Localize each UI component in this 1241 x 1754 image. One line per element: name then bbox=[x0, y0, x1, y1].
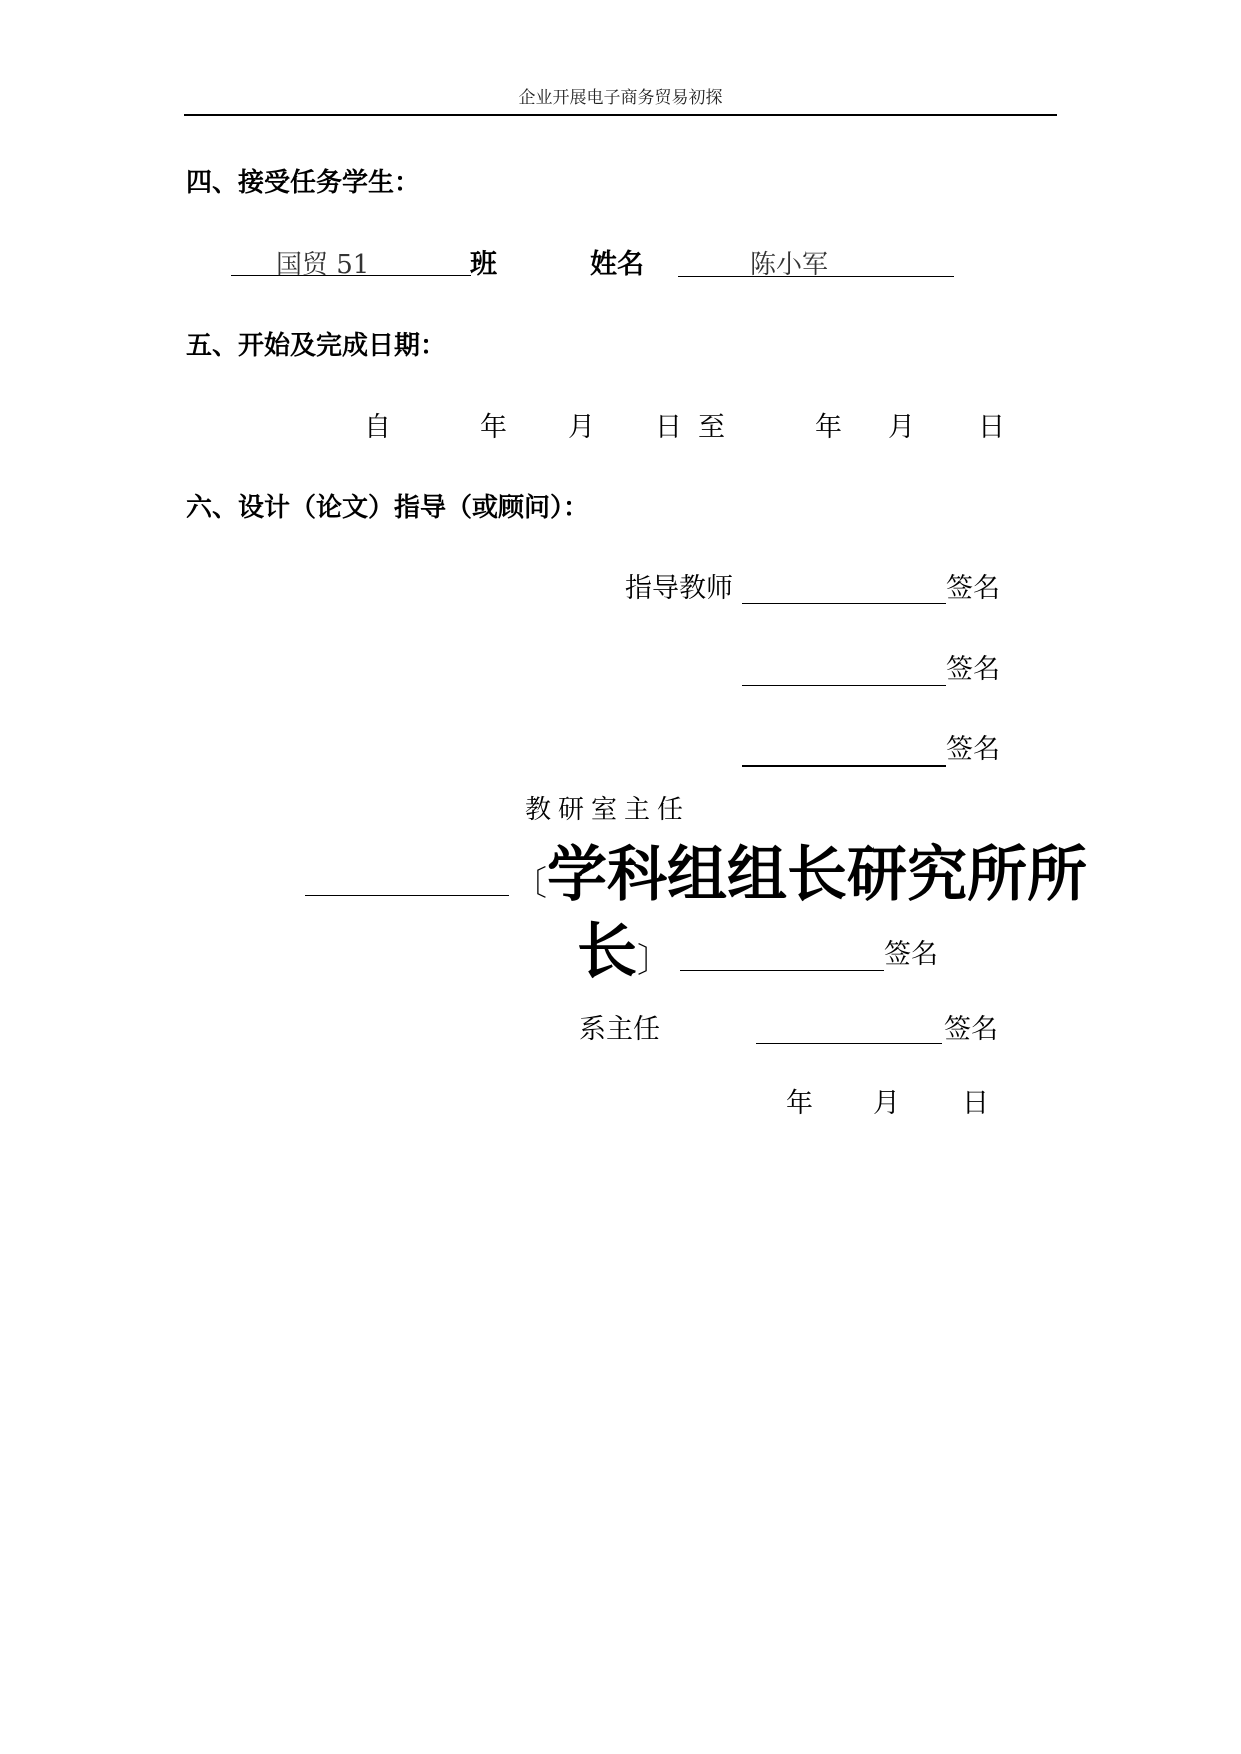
director-title-text-2: 长 bbox=[577, 917, 637, 987]
date-end-month-label: 月 bbox=[888, 412, 915, 443]
footer-year-label: 年 bbox=[786, 1088, 813, 1119]
third-signature-line bbox=[742, 765, 946, 767]
director-title-text-1: 学科组组长研究所所 bbox=[547, 840, 1087, 910]
advisor-sign-label: 签名 bbox=[946, 573, 1000, 604]
class-label: 班 bbox=[470, 249, 497, 280]
footer-day-label: 日 bbox=[962, 1088, 989, 1119]
director-title-line2 bbox=[577, 917, 671, 987]
teaching-office-director-label: 教研室主任 bbox=[525, 795, 691, 825]
section-advisor-heading: 六、设计（论文）指导（或顾问）： bbox=[186, 493, 590, 523]
date-end-year-label: 年 bbox=[815, 412, 842, 443]
director-sign-label: 签名 bbox=[884, 939, 938, 970]
name-value: 陈小军 bbox=[750, 250, 829, 280]
advisor-signature-line bbox=[742, 603, 946, 604]
name-label: 姓名 bbox=[590, 249, 644, 280]
date-end-day-label: 日 bbox=[978, 412, 1005, 443]
date-from-label: 自 bbox=[364, 412, 391, 443]
director-open-bracket: 〔 bbox=[513, 864, 547, 904]
director-signature-line bbox=[305, 895, 509, 896]
department-head-signature-line bbox=[756, 1043, 942, 1044]
director-close-bracket: 〕 bbox=[637, 941, 671, 981]
section-student-heading: 四、接受任务学生： bbox=[186, 168, 421, 198]
date-start-month-label: 月 bbox=[568, 412, 595, 443]
department-head-label: 系主任 bbox=[579, 1014, 660, 1045]
second-sign-label: 签名 bbox=[946, 654, 1000, 685]
header-rule bbox=[184, 114, 1057, 116]
class-value: 国贸 51 bbox=[276, 250, 370, 280]
running-header: 企业开展电子商务贸易初探 bbox=[518, 88, 723, 108]
department-head-sign-label: 签名 bbox=[944, 1014, 998, 1045]
advisor-label: 指导教师 bbox=[625, 573, 733, 604]
footer-month-label: 月 bbox=[873, 1088, 900, 1119]
director-sign-line bbox=[680, 970, 884, 971]
date-start-day-label: 日 bbox=[655, 412, 682, 443]
date-start-year-label: 年 bbox=[480, 412, 507, 443]
second-signature-line bbox=[742, 685, 946, 686]
director-title-line1 bbox=[513, 840, 1087, 910]
section-dates-heading: 五、开始及完成日期： bbox=[186, 331, 447, 361]
third-sign-label: 签名 bbox=[946, 734, 1000, 765]
date-to-label: 至 bbox=[698, 412, 725, 443]
